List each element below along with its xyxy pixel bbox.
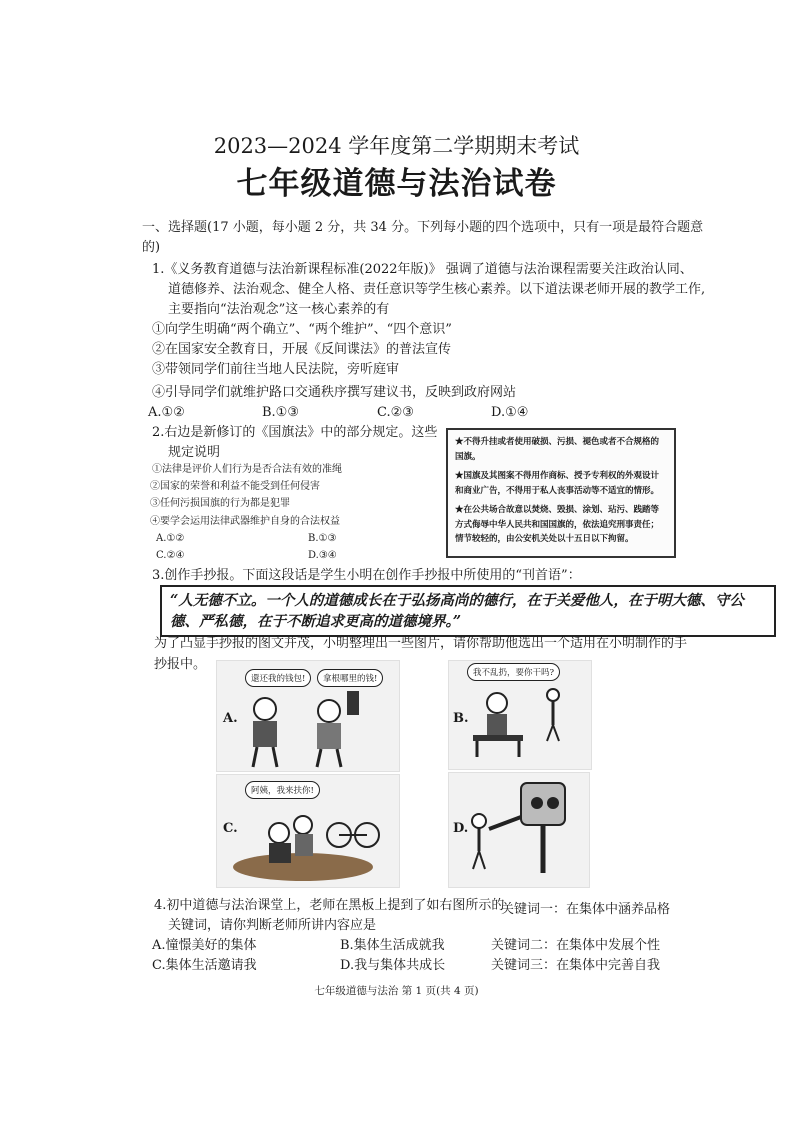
section-intro-line2: 的) — [142, 240, 161, 255]
q1-item-4: ④引导同学们就维护路口交通秩序撰写建议书，反映到政府网站 — [152, 385, 517, 400]
q2-option-c: C.②④ — [156, 550, 185, 561]
flag-law-rule-3: ★在公共场合故意以焚烧、毁损、涂划、玷污、践踏等方式侮辱中华人民共和国国旗的，依法追究刑事责任；情节较轻的，由公安机关处以十五日以下拘留。 — [455, 505, 660, 544]
section-intro-line1: 一、选择题(17 小题，每小题 2 分，共 34 分。下列每小题的四个选项中，只有一项是最符合题意 — [142, 220, 704, 235]
q1-option-c: C.②③ — [377, 405, 414, 420]
comic-panel-d — [448, 772, 590, 888]
q1-option-d: D.①④ — [491, 405, 529, 420]
flag-law-rule-2: ★国旗及其图案不得用作商标、授予专利权的外观设计和商业广告，不得用于私人丧事活动等不适宜的情形。 — [455, 471, 660, 496]
q4-keyword-2: 关键词二：在集体中发展个性 — [491, 938, 661, 953]
comic-label-c: C. — [223, 821, 238, 836]
q2-stem-line2: 规定说明 — [168, 445, 221, 460]
q1-item-2: ②在国家安全教育日，开展《反间谍法》的普法宣传 — [152, 342, 452, 357]
comic-a-figures — [217, 661, 399, 771]
comic-b-figures — [449, 661, 591, 769]
q1-item-1: ①向学生明确“两个确立”、“两个维护”、“四个意识” — [152, 322, 452, 337]
comic-label-b: B. — [453, 711, 469, 726]
q2-item-3: ③任何污损国旗的行为都是犯罪 — [150, 498, 290, 509]
q1-option-b: B.①③ — [262, 405, 299, 420]
q3-after-line2: 抄报中。 — [154, 657, 207, 672]
q4-keyword-3: 关键词三：在集体中完善自我 — [491, 958, 661, 973]
q4-keyword-1: 关键词一：在集体中涵养品格 — [501, 902, 671, 917]
q2-item-2: ②国家的荣誉和利益不能受到任何侵害 — [150, 481, 320, 492]
q4-option-a: A.憧憬美好的集体 — [152, 938, 257, 953]
comic-label-a: A. — [223, 711, 238, 726]
q2-item-1: ①法律是评价人们行为是否合法有效的准绳 — [152, 464, 342, 475]
flag-law-rules-box — [446, 428, 676, 558]
q1-stem-line1: 1.《义务教育道德与法治新课程标准(2022年版)》 强调了道德与法治课程需要关注政治认同、 — [152, 262, 693, 277]
comic-b-bubble: 我不乱扔，要你干吗? — [467, 663, 560, 681]
comic-a-bubble-2: 拿根哪里的钱! — [317, 669, 383, 687]
q3-quote-box: “人无德不立。一个人的道德成长在于弘扬高尚的德行，在于关爱他人，在于明大德、守公德、严私德，在于不断追求更高的道德境界。” — [160, 585, 776, 637]
q2-option-b: B.①③ — [308, 533, 337, 544]
q2-option-a: A.①② — [156, 533, 185, 544]
comic-a-bubble-1: 還还我的钱包! — [245, 669, 311, 687]
q4-stem-line2: 关键词，请你判断老师所讲内容应是 — [168, 918, 377, 933]
comic-c-bubble: 阿姨，我来扶你! — [245, 781, 320, 799]
comic-c-figures — [217, 775, 399, 887]
comic-panel-c — [216, 774, 400, 888]
q1-option-a: A.①② — [148, 405, 185, 420]
flag-law-rule-1: ★不得升挂或者使用破损、污损、褪色或者不合规格的国旗。 — [455, 437, 660, 462]
q1-stem-line3: 主要指向“法治观念”这一核心素养的有 — [168, 302, 390, 317]
q2-stem-line1: 2.右边是新修订的《国旗法》中的部分规定。这些 — [152, 425, 438, 440]
exam-title-subject: 七年级道德与法治试卷 — [236, 166, 557, 202]
comic-panel-a — [216, 660, 400, 772]
q4-option-b: B.集体生活成就我 — [340, 938, 445, 953]
q4-option-d: D.我与集体共成长 — [340, 958, 446, 973]
q3-stem: 3.创作手抄报。下面这段话是学生小明在创作手抄报中所使用的“刊首语”： — [152, 568, 581, 583]
exam-title-year: 2023—2024 学年度第二学期期末考试 — [213, 134, 580, 158]
q1-stem-line2: 道德修养、法治观念、健全人格、责任意识等学生核心素养。以下道法课老师开展的教学工作, — [168, 282, 706, 297]
q3-after-line1: 为了凸显手抄报的图文并茂，小明整理出一些图片，请你帮助他选出一个适用在小明制作的手 — [154, 636, 688, 651]
comic-label-d: D. — [453, 821, 469, 836]
q4-option-c: C.集体生活邀请我 — [152, 958, 257, 973]
comic-panel-b — [448, 660, 592, 770]
q2-item-4: ④要学会运用法律武器维护自身的合法权益 — [150, 516, 340, 527]
q1-item-3: ③带领同学们前往当地人民法院，旁听庭审 — [152, 362, 400, 377]
page-footer: 七年级道德与法治 第 1 页(共 4 页) — [314, 985, 479, 997]
comic-d-figures — [449, 773, 589, 887]
q4-stem-line1: 4.初中道德与法治课堂上，老师在黑板上提到了如右图所示的 — [154, 898, 505, 913]
q2-option-d: D.③④ — [308, 550, 337, 561]
